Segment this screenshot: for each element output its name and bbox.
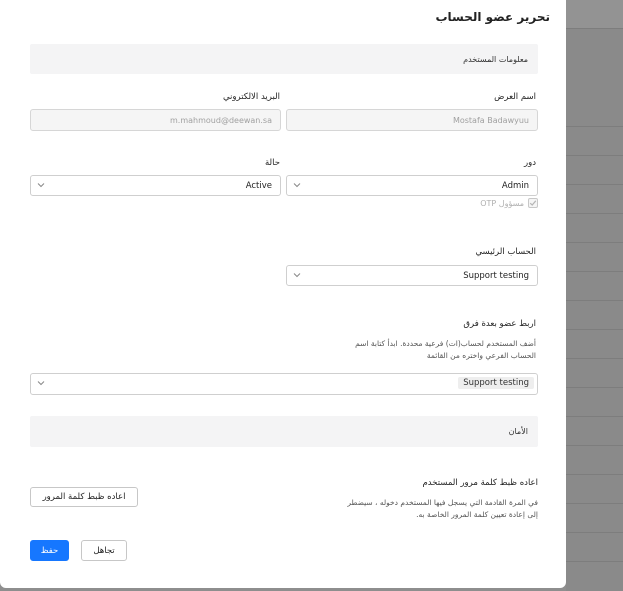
teams-help-line: الحساب الفرعي واختره من القائمة [426, 351, 536, 360]
email-value: m.mahmoud@deewan.sa [170, 115, 272, 125]
role-select[interactable] [286, 175, 538, 196]
main-account-select[interactable] [286, 265, 538, 286]
background-divider [566, 28, 623, 29]
main-account-label: الحساب الرئيسي [475, 247, 536, 257]
background-divider [566, 532, 623, 533]
background-row [566, 0, 623, 28]
role-label: دور [524, 158, 536, 168]
security-section-title: الأمان [508, 427, 528, 436]
dialog-title: تحرير عضو الحساب [435, 10, 550, 24]
status-label: حالة [265, 158, 280, 168]
background-divider [566, 329, 623, 330]
background-divider [566, 126, 623, 127]
security-section-header [30, 416, 538, 447]
reset-password-help [347, 497, 538, 521]
teams-label: اربط عضو بعدة فرق [463, 319, 536, 329]
otp-admin-label: مسؤول OTP [480, 198, 524, 208]
chevron-down-icon [292, 270, 302, 280]
background-divider [566, 503, 623, 504]
display-name-input[interactable] [286, 109, 538, 131]
display-name-label: اسم العرض [494, 92, 536, 102]
user-info-section-header [30, 44, 538, 74]
background-divider [566, 155, 623, 156]
background-divider [566, 300, 623, 301]
chevron-down-icon [292, 180, 302, 190]
user-info-section-title: معلومات المستخدم [463, 55, 528, 64]
check-icon [529, 199, 537, 207]
background-divider [566, 445, 623, 446]
background-divider [566, 387, 623, 388]
background-divider [566, 358, 623, 359]
background-divider [566, 474, 623, 475]
otp-admin-option[interactable] [480, 198, 538, 208]
chevron-down-icon [36, 378, 46, 388]
background-divider [566, 561, 623, 562]
background-divider [566, 416, 623, 417]
background-divider [566, 271, 623, 272]
email-input[interactable] [30, 109, 281, 131]
chevron-down-icon [36, 180, 46, 190]
teams-help-line: أضف المستخدم لحساب(ات) فرعية محددة. ابدأ كتابة اسم [355, 339, 536, 348]
reset-password-button[interactable]: اعاده ظبط كلمة المرور [30, 487, 138, 507]
background-divider [566, 184, 623, 185]
teams-help-text [355, 338, 536, 362]
role-value: Admin [501, 181, 529, 191]
reset-help-line: إلى إعادة تعيين كلمة المرور الخاصة به. [416, 510, 538, 519]
reset-help-line: في المرة القادمة التي يسجل فيها المستخدم دخوله ، سيضطر [347, 498, 538, 507]
teams-multiselect[interactable] [30, 373, 538, 395]
reset-password-title: اعاده ظبط كلمة مرور المستخدم [422, 478, 538, 488]
save-button[interactable]: حفظ [30, 540, 69, 561]
background-divider [566, 213, 623, 214]
otp-admin-checkbox[interactable] [528, 198, 538, 208]
email-label: البريد الالكتروني [222, 92, 280, 102]
display-name-value: Mostafa Badawyuu [452, 115, 529, 125]
status-value: Active [245, 181, 272, 191]
background-divider [566, 242, 623, 243]
status-select[interactable] [30, 175, 281, 196]
team-chip[interactable]: Support testing [458, 377, 534, 389]
main-account-value: Support testing [463, 271, 529, 281]
cancel-button[interactable]: تجاهل [81, 540, 127, 561]
